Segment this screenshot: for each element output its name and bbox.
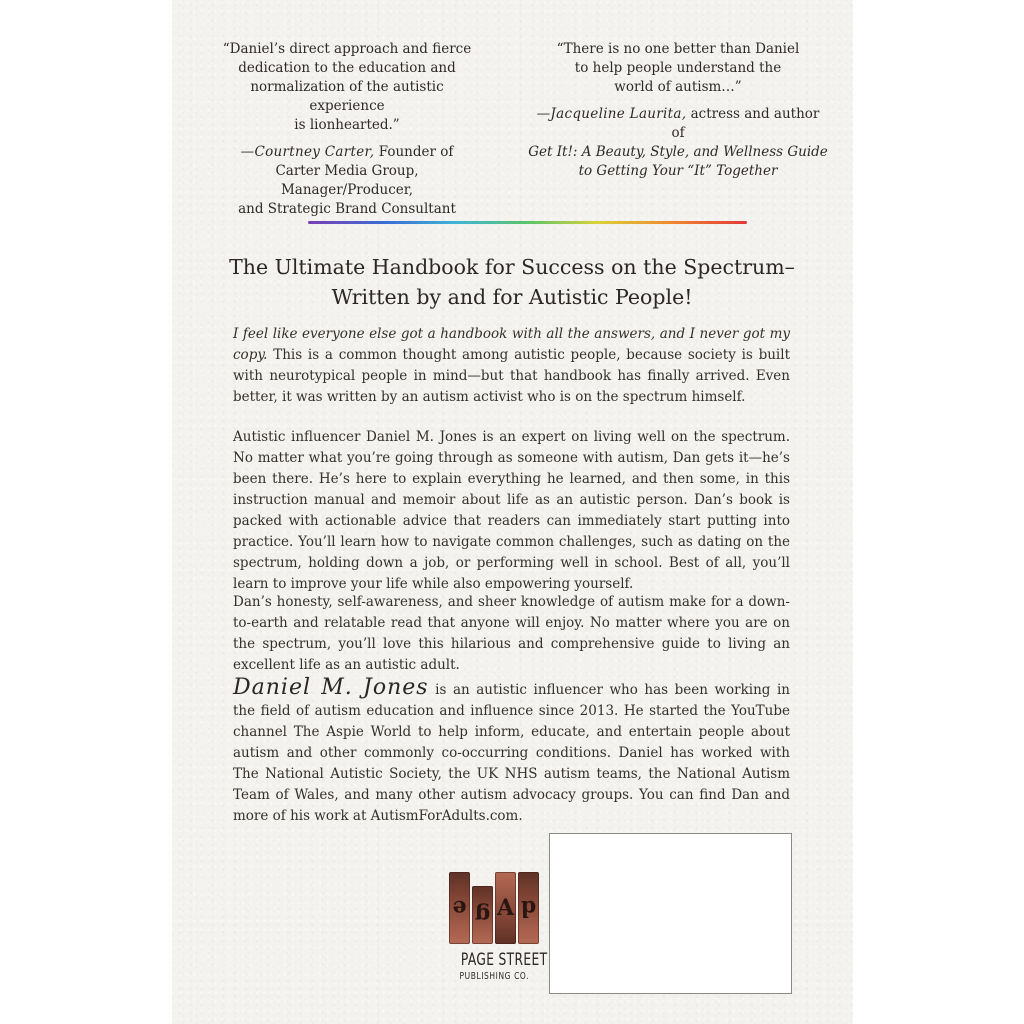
letter-block: e xyxy=(449,872,470,944)
quote-attribution: —Courtney Carter, Founder of Carter Media Group, Manager/Producer, and Strategic Brand Consultant xyxy=(238,144,456,217)
quote-text: “There is no one better than Daniel to help people understand the world of autism…” xyxy=(556,41,800,95)
headline: The Ultimate Handbook for Success on the Spectrum– Written by and for Autistic People! xyxy=(229,255,795,309)
letter-block: g xyxy=(472,886,493,944)
quote-attribution: —Jacqueline Laurita, actress and author of Get It!: A Beauty, Style, and Wellness Guide to Getting Your “It” Together xyxy=(528,106,828,179)
barcode-placeholder xyxy=(549,833,792,994)
letter-block: d xyxy=(518,872,539,944)
publisher-logo xyxy=(448,872,548,992)
quote-author: —Jacqueline Laurita, xyxy=(536,106,687,122)
quote-courtney-carter xyxy=(222,40,472,219)
letterpress-blocks xyxy=(448,872,540,944)
description-paragraph: Autistic influencer Daniel M. Jones is an expert on living well on the spectrum. No matter what you’re going through as someone with autism, Dan gets it—he’s been there. He’s here to explain everything he learned, and then some, in this instruction manual and memoir about life as an autistic person. Dan’s book is packed with actionable advice that readers can immediately start putting into practice. You’ll learn how to navigate common challenges, such as dating on the spectrum, holding down a job, or performing well in school. Best of all, you’ll learn to improve your life while also empowering yourself. xyxy=(233,429,790,592)
quote-jacqueline-laurita xyxy=(528,40,828,181)
rainbow-divider xyxy=(308,221,747,224)
publisher-name: PAGE STREET xyxy=(460,950,548,970)
author-signature: Daniel M. Jones xyxy=(233,675,429,700)
quote-text: “Daniel’s direct approach and fierce dedication to the education and normalization of the autistic experience is lionhearted.” xyxy=(222,41,472,133)
intro-paragraph: I feel like everyone else got a handbook with all the answers, and I never got my copy. This is a common thought among autistic people, because society is built with neurotypical people in mind—but that handbook has finally arrived. Even better, it was written by an autism activist who is on the spectrum himself. xyxy=(233,326,790,405)
summary-paragraph: Dan’s honesty, self-awareness, and sheer knowledge of autism make for a down-to-earth and relatable read that anyone will enjoy. No matter where you are on the spectrum, you’ll love this hilarious and comprehensive guide to living an excellent life as an autistic adult. xyxy=(233,594,790,673)
publisher-subtitle: PUBLISHING CO. xyxy=(459,971,530,982)
author-bio-paragraph: Daniel M. Jones is an autistic influencer who has been working in the field of autism education and influence since 2013. He started the YouTube channel The Aspie World to help inform, educate, and entertain people about autism and other commonly co-occurring conditions. Daniel has worked with The National Autistic Society, the UK NHS autism teams, the National Autism Team of Wales, and many other autism advocacy groups. You can find Dan and more of his work at AutismForAdults.com. xyxy=(233,675,790,824)
letter-block: A xyxy=(495,872,516,944)
quote-author: —Courtney Carter, xyxy=(240,144,375,160)
